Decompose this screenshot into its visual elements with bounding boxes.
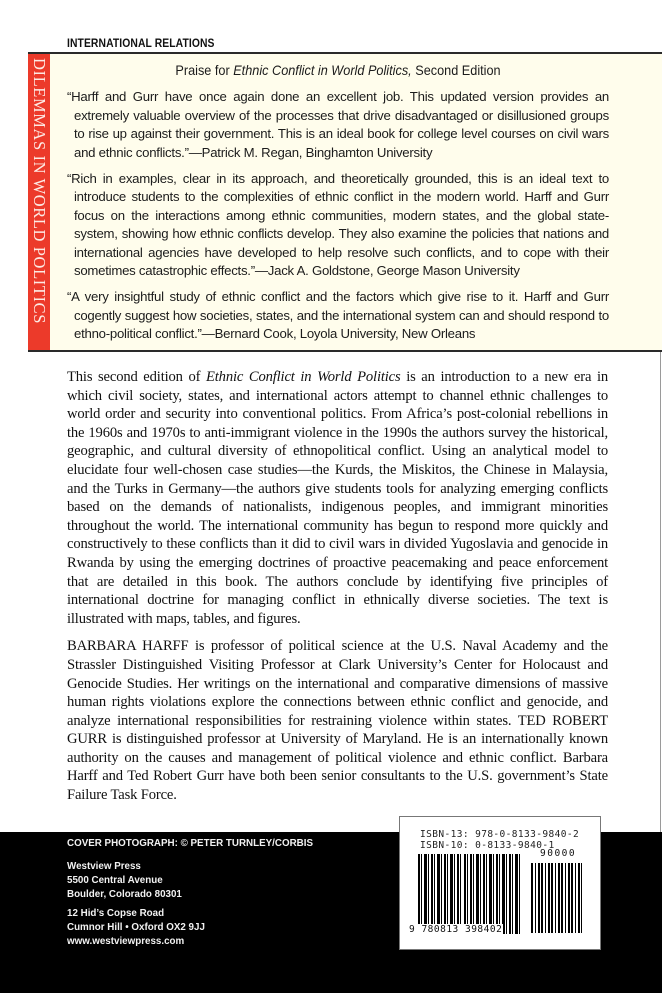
description-paragraph bbox=[67, 368, 608, 628]
isbn10-label: ISBN-10: 0-8133-9840-1 bbox=[420, 840, 555, 851]
praise-quote-regan: “Harff and Gurr have once again done an excellent job. This updated version provides an extremely valuable overview of the processes that drive disadvantaged or disillusioned groups to rise up against their government. This is an ideal book for college level courses on civil wars and ethnic conflicts.”—Patrick M. Regan, Binghamton University bbox=[67, 89, 609, 160]
ean-number: 9 780813 398402 bbox=[409, 924, 503, 935]
publisher-us-address bbox=[67, 860, 313, 902]
publisher-city: Boulder, Colorado 80301 bbox=[67, 889, 182, 900]
praise-heading-book-title: Ethnic Conflict in World Politics, bbox=[233, 63, 412, 78]
description-rest: is an introduction to a new era in which civil society, states, and international actors attempt to channel ethnic challenges to world order and security into conventional politics. From Africa’s post-colonial rebellions in the 1960s and 1970s to anti-immigrant violence in the 1990s the authors survey the historical, geographic, and cultural diversity of ethnopolitical conflict. Using an analytical model to elucidate four well-chosen case studies—the Kurds, the Miskitos, the Chinese in Malaysia, and the Turks in Germany—the authors give students tools for analyzing emerging conflicts based on the demands of nationalists, indigenous peoples, and immigrant minorities throughout the world. The international community has begun to respond more quickly and constructively to these conflicts than it did to civil wars in divided Yugoslavia and genocide in Rwanda by using the emerging doctrines of proactive peacemaking and peace enforcement that are detailed in this book. The authors conclude by identifying five principles of international doctrine for managing conflict in ethnically diverse societies. The text is illustrated with maps, tables, and figures. bbox=[67, 369, 608, 627]
isbn13-label: ISBN-13: 978-0-8133-9840-2 bbox=[420, 829, 580, 840]
praise-quote-goldstone: “Rich in examples, clear in its approach, and theoretically grounded, this is an ideal text to introduce students to the complexities of ethnic conflict in the modern world. Harff and Gurr focus on the interactions among ethnic communities, modern states, and the global state-system, showing how ethnic conflicts develop. They also examine the policies that nations and international agencies have developed to help resolve such conflicts, and to cope with their sometimes catastrophic effects.”—Jack A. Goldstone, George Mason University bbox=[67, 171, 609, 279]
publisher-name: Westview Press bbox=[67, 861, 141, 872]
series-spine bbox=[28, 54, 50, 350]
book-description bbox=[67, 368, 608, 814]
isbn-barcode bbox=[399, 816, 601, 950]
praise-heading-suffix: Second Edition bbox=[411, 63, 501, 78]
description-lead: This second edition of bbox=[67, 369, 206, 385]
price-addon-number: 90000 bbox=[540, 848, 577, 859]
praise-box bbox=[28, 52, 662, 352]
cover-photo-credit: COVER PHOTOGRAPH: © PETER TURNLEY/CORBIS bbox=[67, 838, 313, 849]
description-book-title: Ethnic Conflict in World Politics bbox=[206, 369, 401, 385]
footer-credits bbox=[67, 838, 313, 949]
praise-heading bbox=[89, 62, 588, 80]
publisher-uk-city: Cumnor Hill • Oxford OX2 9JJ bbox=[67, 922, 205, 933]
publisher-street: 5500 Central Avenue bbox=[67, 875, 163, 886]
price-addon-bars bbox=[531, 863, 582, 933]
publisher-uk-address bbox=[67, 907, 313, 949]
series-label: INTERNATIONAL RELATIONS bbox=[67, 38, 215, 50]
authors-bio-paragraph: BARBARA HARFF is professor of political science at the U.S. Naval Academy and the Strassler Distinguished Visiting Professor at Clark University’s Center for Holocaust and Genocide Studies. Her writings on the international and comparative dimensions of massive human rights violations explore the connections between ethnic conflict and genocide, and analyze international responsibilities for restraining violence within states. TED ROBERT GURR is distinguished professor at University of Maryland. He is an internationally known authority on the causes and management of political violence and ethnic conflict. Barbara Harff and Ted Robert Gurr have both been senior consultants to the U.S. government’s State Failure Task Force. bbox=[67, 638, 608, 804]
praise-heading-prefix: Praise for bbox=[175, 63, 234, 78]
barcode-gap bbox=[462, 854, 464, 934]
ean-barcode-bars bbox=[418, 854, 520, 934]
praise-content bbox=[67, 62, 609, 352]
series-spine-text: DILEMMAS IN WORLD POLITICS bbox=[30, 58, 49, 325]
praise-quote-cook: “A very insightful study of ethnic conflict and the factors which give rise to it. Harff and Gurr cogently suggest how societies, states, and the international system can and should respond to ethno-political conflict.”—Bernard Cook, Loyola University, New Orleans bbox=[67, 289, 609, 342]
publisher-uk-street: 12 Hid’s Copse Road bbox=[67, 908, 165, 919]
publisher-website: www.westviewpress.com bbox=[67, 936, 185, 947]
